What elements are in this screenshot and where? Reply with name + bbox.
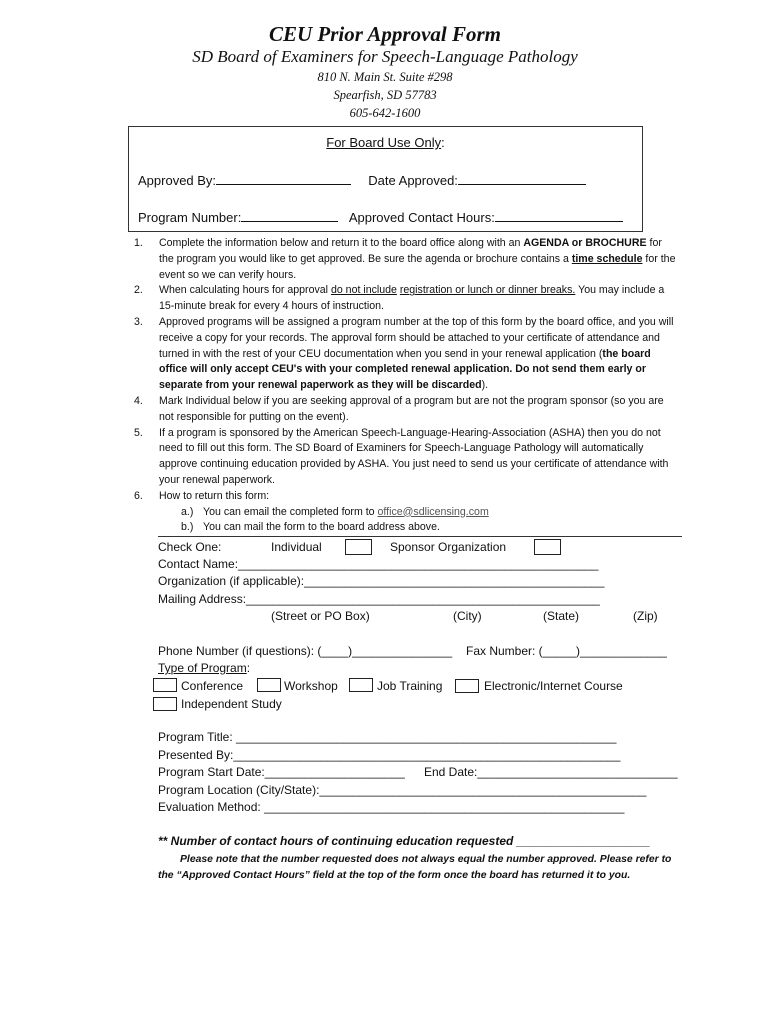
start-date-field[interactable]: Program Start Date:_____________________	[158, 765, 405, 779]
program-title-field[interactable]: Program Title: _________________________________________________________	[158, 730, 617, 744]
address-street: 810 N. Main St. Suite #298	[317, 70, 453, 84]
workshop-label: Workshop	[284, 679, 338, 693]
conference-label: Conference	[181, 679, 244, 693]
individual-checkbox[interactable]	[345, 539, 372, 555]
program-number-field[interactable]	[241, 209, 338, 222]
approved-by-field[interactable]	[216, 172, 351, 185]
state-caption: (State)	[543, 609, 580, 623]
mailing-address-field[interactable]: Mailing Address:_____________________________________________________	[158, 592, 600, 606]
date-approved-field[interactable]	[458, 172, 586, 185]
approved-by-row	[138, 172, 586, 188]
zip-caption: (Zip)	[633, 609, 658, 623]
individual-label: Individual	[271, 540, 322, 554]
instruction-3: 3. Approved programs will be assigned a program number at the top of this form by the board office, and you will receive a copy for your records. The approval form should be attached to your certificate of attendance and turned in with the rest of your CEU documentation when you send in your renewal application (the board office will only accept CEU's with your completed renewal application. Do not send them early or separate from your renewal paperwork as they will be discarded).	[134, 315, 674, 392]
electronic-label: Electronic/Internet Course	[484, 679, 623, 693]
evaluation-method-field[interactable]: Evaluation Method: ______________________________________________________	[158, 800, 625, 814]
workshop-checkbox[interactable]	[257, 678, 281, 692]
city-caption: (City)	[453, 609, 482, 623]
program-number-row	[138, 209, 623, 225]
instruction-1: 1. Complete the information below and return it to the board office along with an AGENDA or BROCHURE for the program you would like to get approved. Be sure the agenda or brochure contains a time schedule for the event so we can verify hours.	[134, 237, 676, 281]
board-name: SD Board of Examiners for Speech-Language Pathology	[192, 47, 578, 66]
phone-field[interactable]: Phone Number (if questions): (____)_______________	[158, 644, 453, 658]
approved-contact-hours-label: Approved Contact Hours:	[348, 210, 495, 225]
section-divider	[158, 536, 682, 537]
program-location-field[interactable]: Program Location (City/State):_________________________________________________	[158, 783, 647, 797]
job-training-label: Job Training	[377, 679, 443, 693]
sponsor-org-checkbox[interactable]	[534, 539, 561, 555]
hours-note: Please note that the number requested does not always equal the number approved. Please refer to the “Approved Contact Hours” field at the top of the form once the board has returned it to you.	[158, 854, 672, 881]
end-date-field[interactable]: End Date:______________________________	[424, 765, 678, 779]
date-approved-label: Date Approved:	[368, 173, 458, 188]
fax-field[interactable]: Fax Number: (_____)_____________	[466, 644, 667, 658]
type-of-program-label: Type of Program:	[158, 661, 251, 675]
approved-contact-hours-field[interactable]	[495, 209, 623, 222]
hours-requested-field[interactable]: ** Number of contact hours of continuing education requested ____________________	[158, 834, 651, 848]
email-link[interactable]: office@sdlicensing.com	[377, 505, 489, 518]
program-number-label: Program Number:	[138, 210, 242, 225]
conference-checkbox[interactable]	[153, 678, 177, 692]
contact-name-field[interactable]: Contact Name:______________________________________________________	[158, 557, 599, 571]
presented-by-field[interactable]: Presented By:__________________________________________________________	[158, 748, 621, 762]
check-one-label: Check One:	[158, 540, 222, 554]
sponsor-org-label: Sponsor Organization	[390, 540, 507, 554]
electronic-checkbox[interactable]	[455, 679, 479, 693]
instructions-list	[134, 236, 679, 536]
board-use-heading: For Board Use Only:	[326, 135, 445, 150]
instruction-6: 6. How to return this form: a.) You can email the completed form to office@sdlicensing.com b.) You can mail the form to the board address above.	[134, 489, 679, 536]
instruction-4: 4. Mark Individual below if you are seeking approval of a program but are not the program sponsor (so you are not responsible for putting on the event).	[134, 394, 664, 423]
form-title: CEU Prior Approval Form	[268, 22, 501, 46]
organization-field[interactable]: Organization (if applicable):_____________________________________________	[158, 574, 605, 588]
return-option-mail: b.) You can mail the form to the board address above.	[181, 521, 440, 534]
return-option-email: a.) You can email the completed form to office@sdlicensing.com	[181, 505, 489, 518]
job-training-checkbox[interactable]	[349, 678, 373, 692]
address-city: Spearfish, SD 57783	[333, 88, 437, 102]
independent-study-checkbox[interactable]	[153, 697, 177, 711]
instruction-5: 5. If a program is sponsored by the American Speech-Language-Hearing-Association (ASHA) then you do not need to fill out this form. The SD Board of Examiners for Speech-Language Pathology will automatically approve continuing education provided by ASHA. You just need to send us your certificate of attendance with your renewal paperwork.	[134, 426, 669, 486]
board-phone: 605-642-1600	[349, 106, 421, 120]
instruction-2: 2. When calculating hours for approval do not include registration or lunch or dinner breaks. You may include a 15-minute break for every 4 hours of instruction.	[134, 284, 665, 313]
street-caption: (Street or PO Box)	[271, 609, 370, 623]
independent-study-label: Independent Study	[181, 697, 282, 711]
board-use-box	[128, 126, 643, 232]
approved-by-label: Approved By:	[138, 173, 217, 188]
